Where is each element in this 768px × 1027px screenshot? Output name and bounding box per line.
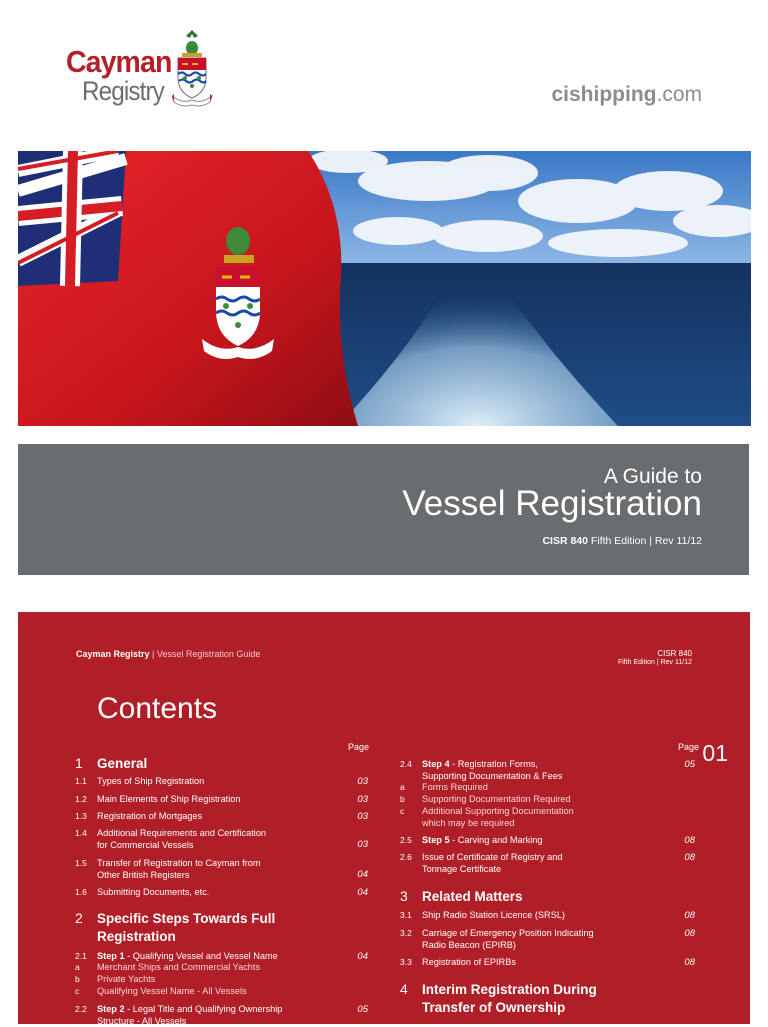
panel-edition-code: CISR 840 bbox=[657, 649, 692, 658]
toc-item[interactable] bbox=[400, 852, 695, 875]
logo-wordmark-registry: Registry bbox=[82, 76, 164, 106]
panel-edition-header bbox=[618, 649, 692, 667]
toc-subitem-letter: c bbox=[75, 986, 80, 996]
section-number: 1 bbox=[75, 755, 83, 771]
toc-item[interactable] bbox=[75, 794, 368, 806]
toc-subitem-letter: b bbox=[75, 974, 80, 984]
toc-item-text-line1: Transfer of Registration to Cayman from bbox=[97, 858, 261, 868]
section-number: 3 bbox=[400, 888, 408, 904]
toc-subitem[interactable] bbox=[75, 974, 368, 986]
toc-item-text-line2: Structure - All Vessels bbox=[97, 1015, 187, 1026]
toc-item-text: Main Elements of Ship Registration bbox=[97, 794, 241, 804]
toc-item[interactable] bbox=[75, 811, 368, 823]
section-heading[interactable] bbox=[400, 888, 695, 906]
toc-item-number: 1.4 bbox=[75, 828, 87, 838]
toc-item-page: 08 bbox=[684, 957, 695, 968]
toc-item-page: 08 bbox=[684, 835, 695, 846]
toc-item-text bbox=[422, 852, 667, 875]
toc-subitem-text bbox=[422, 806, 667, 829]
panel-header-brand: Cayman Registry bbox=[76, 649, 150, 659]
toc-item-text-line1: Carriage of Emergency Position Indicating bbox=[422, 928, 594, 938]
toc-subitem-text: Merchant Ships and Commercial Yachts bbox=[97, 962, 261, 972]
toc-item-text-line2: Tonnage Certificate bbox=[422, 863, 502, 874]
toc-item-page: 08 bbox=[684, 928, 695, 939]
toc-item-text-line1: Issue of Certificate of Registry and bbox=[422, 852, 563, 862]
toc-item-number: 2.6 bbox=[400, 852, 412, 862]
toc-item[interactable] bbox=[400, 928, 695, 951]
toc-item-number: 1.1 bbox=[75, 776, 87, 786]
cayman-registry-logo bbox=[64, 28, 224, 110]
toc-item-text-line2: Other British Registers bbox=[97, 869, 190, 880]
section-title-line1: Interim Registration During bbox=[422, 982, 597, 997]
page-column-label: Page bbox=[347, 742, 369, 752]
toc-item[interactable] bbox=[400, 957, 695, 969]
toc-item-page: 03 bbox=[357, 811, 368, 822]
toc-item[interactable] bbox=[400, 835, 695, 847]
toc-item-page: 03 bbox=[357, 794, 368, 805]
toc-item-text: Ship Radio Station Licence (SRSL) bbox=[422, 910, 565, 920]
toc-item-number: 1.5 bbox=[75, 858, 87, 868]
toc-item-number: 2.1 bbox=[75, 951, 87, 961]
toc-item-page: 08 bbox=[684, 852, 695, 863]
edition-code: CISR 840 bbox=[542, 535, 588, 547]
red-ensign-flag-over-sea-wake-icon bbox=[18, 151, 751, 426]
toc-subitem-letter: a bbox=[400, 782, 405, 792]
toc-item-text: Submitting Documents, etc. bbox=[97, 887, 210, 897]
toc-item-text-line2: for Commercial Vessels bbox=[97, 839, 194, 850]
toc-item-number: 1.3 bbox=[75, 811, 87, 821]
section-heading[interactable] bbox=[75, 755, 368, 773]
section-title: Related Matters bbox=[422, 889, 523, 904]
toc-item-page: 04 bbox=[357, 887, 368, 898]
toc-item-text-line2: Radio Beacon (EPIRB) bbox=[422, 939, 516, 950]
toc-item[interactable] bbox=[400, 910, 695, 922]
toc-item-page: 08 bbox=[684, 910, 695, 921]
section-heading[interactable] bbox=[75, 910, 368, 946]
toc-step-text: - Carving and Marking bbox=[449, 835, 543, 845]
title-band bbox=[18, 444, 749, 575]
toc-subitem-text-line1: Additional Supporting Documentation bbox=[422, 806, 574, 816]
section-title-line2: Transfer of Ownership bbox=[422, 1000, 566, 1015]
section-title-line1: Specific Steps Towards Full bbox=[97, 911, 276, 926]
toc-item-page: 05 bbox=[357, 1004, 368, 1015]
toc-item-text: Registration of EPIRBs bbox=[422, 957, 516, 967]
website-tld: .com bbox=[656, 83, 702, 106]
toc-item-text bbox=[422, 759, 667, 782]
toc-subitem-text: Forms Required bbox=[422, 782, 488, 792]
website-url[interactable] bbox=[551, 84, 702, 105]
toc-item-page: 04 bbox=[357, 869, 368, 880]
toc-subitem-text: Supporting Documentation Required bbox=[422, 794, 571, 804]
toc-step-label: Step 1 bbox=[97, 951, 125, 961]
toc-item-number: 1.2 bbox=[75, 794, 87, 804]
toc-item-number: 3.1 bbox=[400, 910, 412, 920]
edition-label bbox=[542, 536, 702, 547]
toc-item-number: 2.5 bbox=[400, 835, 412, 845]
toc-item-text-line1: Additional Requirements and Certification bbox=[97, 828, 267, 838]
section-title: General bbox=[97, 756, 148, 771]
toc-item-page: 05 bbox=[684, 759, 695, 770]
toc-subitem[interactable] bbox=[400, 782, 695, 794]
toc-step-label: Step 2 bbox=[97, 1004, 125, 1014]
toc-subitem-text: Private Yachts bbox=[97, 974, 156, 984]
panel-running-header bbox=[76, 649, 260, 659]
section-title bbox=[97, 910, 368, 946]
contents-heading: Contents bbox=[97, 692, 218, 725]
toc-item-text bbox=[97, 951, 340, 963]
toc-subitem-letter: a bbox=[75, 962, 80, 972]
toc-subitem[interactable] bbox=[400, 794, 695, 806]
toc-item-text-line2: Supporting Documentation & Fees bbox=[422, 770, 563, 781]
toc-item-page: 04 bbox=[357, 951, 368, 962]
toc-subitem-text: Qualifying Vessel Name - All Vessels bbox=[97, 986, 247, 996]
toc-step-text: - Qualifying Vessel and Vessel Name bbox=[124, 951, 278, 961]
contents-panel bbox=[18, 612, 750, 1024]
toc-item-number: 3.2 bbox=[400, 928, 412, 938]
page-number: 01 bbox=[702, 740, 728, 766]
section-number: 4 bbox=[400, 981, 408, 997]
toc-subitem-letter: b bbox=[400, 794, 405, 804]
toc-item-text: Registration of Mortgages bbox=[97, 811, 203, 821]
toc-subitem[interactable] bbox=[400, 806, 695, 829]
toc-item-number: 3.3 bbox=[400, 957, 412, 967]
toc-item-number: 1.6 bbox=[75, 887, 87, 897]
website-domain: cishipping bbox=[551, 83, 657, 106]
panel-edition-detail: Fifth Edition | Rev 11/12 bbox=[617, 658, 692, 666]
document-title: Vessel Registration bbox=[402, 484, 702, 523]
toc-item-text bbox=[422, 928, 667, 951]
logo-wordmark-cayman: Cayman bbox=[66, 44, 172, 79]
toc-item-number: 2.4 bbox=[400, 759, 412, 769]
toc-item-text bbox=[97, 858, 340, 881]
toc-subitem-letter: c bbox=[400, 806, 405, 816]
hero-image bbox=[18, 151, 751, 426]
coat-of-arms-icon bbox=[172, 28, 222, 108]
document-subtitle: A Guide to bbox=[603, 465, 702, 488]
toc-step-text: - Registration Forms, bbox=[449, 759, 538, 769]
toc-subitem-text-line2: which may be required bbox=[422, 817, 515, 828]
toc-step-text: - Legal Title and Qualifying Ownership bbox=[124, 1004, 283, 1014]
toc-step-label: Step 5 bbox=[422, 835, 450, 845]
toc-step-label: Step 4 bbox=[422, 759, 450, 769]
toc-item[interactable] bbox=[75, 776, 368, 788]
toc-item[interactable] bbox=[75, 951, 368, 963]
toc-item-text bbox=[97, 828, 340, 851]
section-heading[interactable] bbox=[400, 981, 695, 1017]
toc-item[interactable] bbox=[75, 828, 368, 851]
toc-item-page: 03 bbox=[357, 776, 368, 787]
toc-item[interactable] bbox=[75, 858, 368, 881]
toc-item-page: 03 bbox=[357, 839, 368, 850]
edition-detail: Fifth Edition | Rev 11/12 bbox=[587, 535, 702, 547]
toc-item-text: Types of Ship Registration bbox=[97, 776, 205, 786]
toc-item[interactable] bbox=[75, 887, 368, 899]
page-column-label: Page bbox=[677, 742, 699, 752]
toc-subitem[interactable] bbox=[75, 986, 368, 998]
panel-header-guide: | Vessel Registration Guide bbox=[149, 649, 261, 659]
toc-subitem[interactable] bbox=[75, 962, 368, 974]
section-number: 2 bbox=[75, 910, 83, 926]
section-title-line2: Registration bbox=[97, 929, 176, 944]
toc-item-text bbox=[422, 835, 667, 847]
section-title bbox=[422, 981, 695, 1017]
toc-item-number: 2.2 bbox=[75, 1004, 87, 1014]
toc-item[interactable] bbox=[400, 759, 695, 782]
